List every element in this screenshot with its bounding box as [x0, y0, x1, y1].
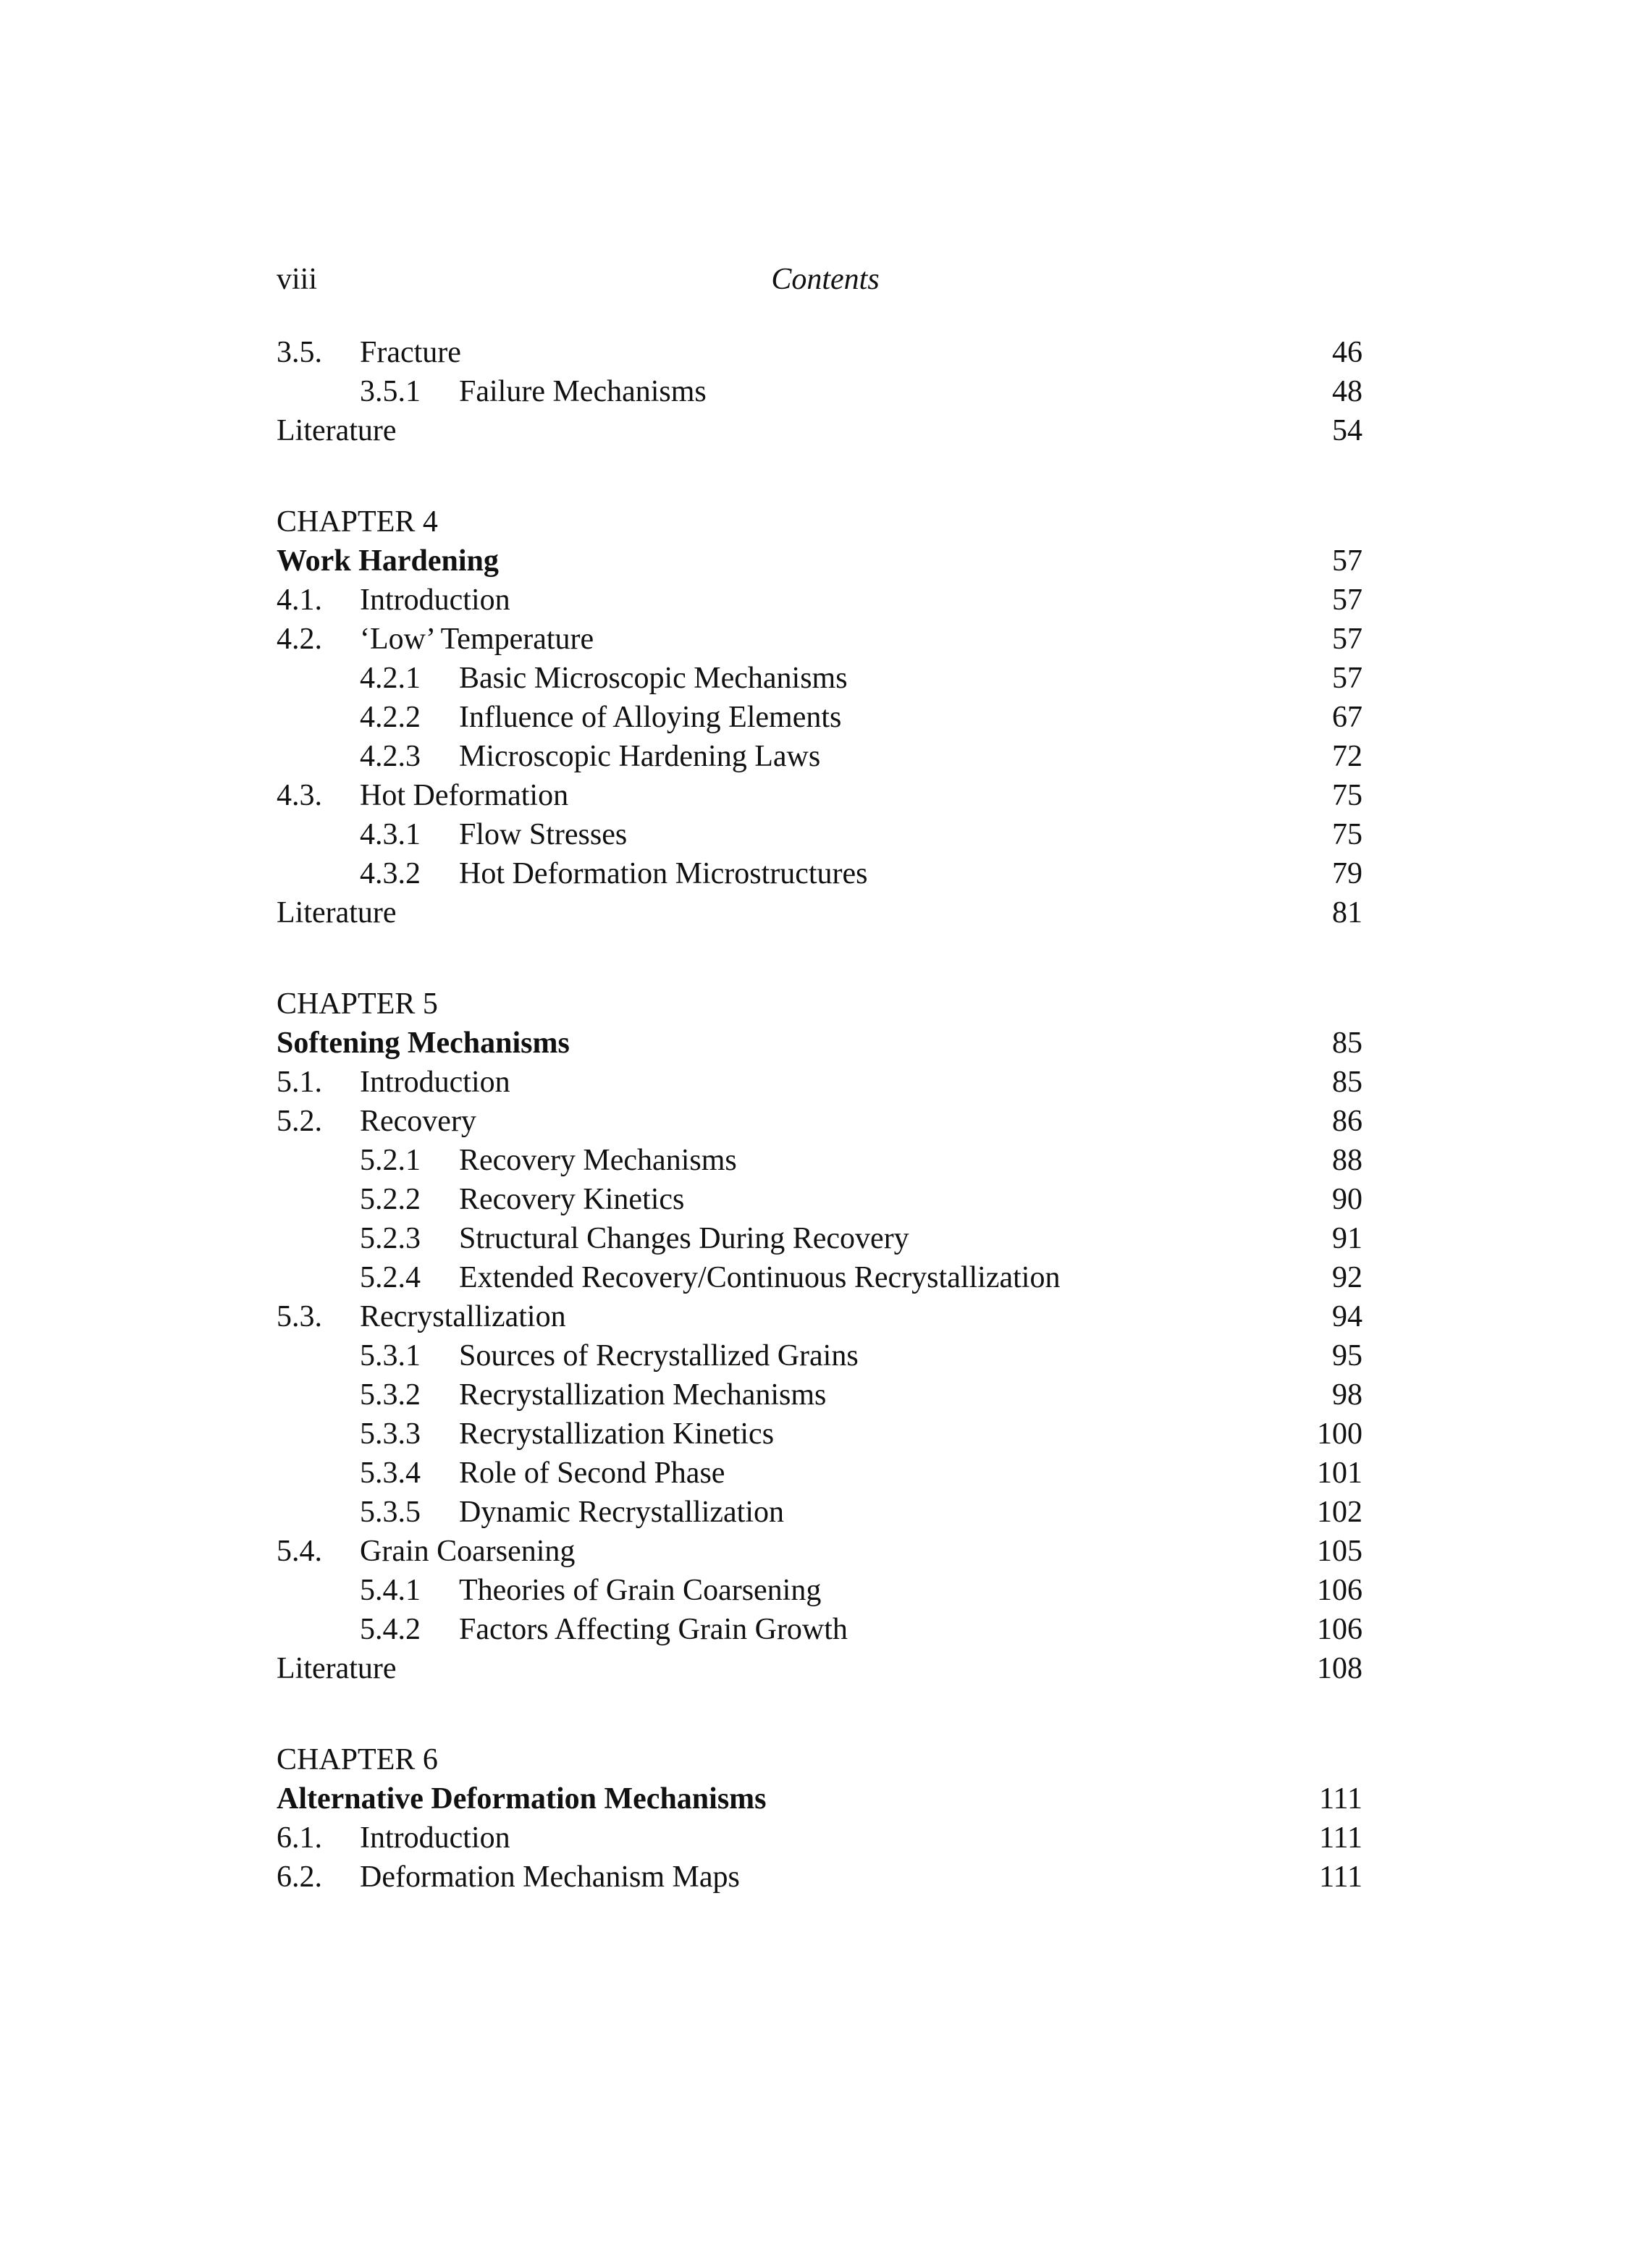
section-number: 3.5.1 — [360, 375, 421, 408]
running-title: Contents — [771, 263, 880, 296]
page-reference: 105 — [1317, 1535, 1362, 1568]
chapter-label — [277, 502, 1362, 541]
section-number: 5.4. — [277, 1535, 322, 1568]
toc-entry — [277, 620, 1362, 659]
page-reference: 108 — [1317, 1652, 1362, 1685]
section-number: 5.4.2 — [360, 1613, 421, 1646]
page-reference: 81 — [1332, 896, 1362, 929]
toc-entry — [277, 1454, 1362, 1493]
toc-entry — [277, 411, 1362, 450]
section-number: 5.4.1 — [360, 1574, 421, 1607]
toc-entry — [277, 372, 1362, 411]
page-reference: 111 — [1319, 1782, 1362, 1816]
page-reference: 111 — [1319, 1860, 1362, 1894]
entry-title: Softening Mechanisms — [277, 1026, 570, 1060]
chapter-title-row — [277, 1779, 1362, 1818]
toc-entry — [277, 1858, 1362, 1897]
page-reference: 46 — [1332, 336, 1362, 369]
entry-title: Sources of Recrystallized Grains — [459, 1339, 859, 1373]
toc-entry — [277, 1415, 1362, 1454]
entry-title: Fracture — [360, 336, 461, 369]
entry-title: Alternative Deformation Mechanisms — [277, 1782, 767, 1816]
section-number: 5.1. — [277, 1066, 322, 1099]
page-reference: 92 — [1332, 1261, 1362, 1294]
entry-title: Failure Mechanisms — [459, 375, 707, 408]
page-reference: 86 — [1332, 1105, 1362, 1138]
page-reference: 90 — [1332, 1183, 1362, 1216]
section-number: 6.2. — [277, 1860, 322, 1894]
chapter-label — [277, 1740, 1362, 1779]
entry-title: Work Hardening — [277, 544, 499, 578]
toc-entry — [277, 581, 1362, 620]
entry-title: Basic Microscopic Mechanisms — [459, 662, 848, 695]
entry-title: Introduction — [360, 1066, 510, 1099]
entry-title: Structural Changes During Recovery — [459, 1222, 909, 1255]
toc-entry — [277, 893, 1362, 932]
entry-title: Literature — [277, 1652, 397, 1685]
entry-title: Flow Stresses — [459, 818, 628, 851]
page-reference: 100 — [1317, 1417, 1362, 1451]
section-number: 4.3. — [277, 779, 322, 812]
page-reference: 98 — [1332, 1378, 1362, 1412]
section-gap — [277, 1688, 1362, 1740]
section-gap — [277, 450, 1362, 502]
page-reference: 101 — [1317, 1457, 1362, 1490]
page-reference: 57 — [1332, 583, 1362, 617]
section-number: 5.3.5 — [360, 1496, 421, 1529]
entry-title: Recrystallization Mechanisms — [459, 1378, 827, 1412]
entry-title: Grain Coarsening — [360, 1535, 576, 1568]
section-number: 5.3.4 — [360, 1457, 421, 1490]
entry-title: Literature — [277, 896, 397, 929]
section-number: 4.2. — [277, 623, 322, 656]
section-number: 4.3.2 — [360, 857, 421, 890]
entry-title: Influence of Alloying Elements — [459, 701, 842, 734]
toc-entry — [277, 1493, 1362, 1532]
page-reference: 106 — [1317, 1613, 1362, 1646]
section-number: 5.3.3 — [360, 1417, 421, 1451]
entry-title: Factors Affecting Grain Growth — [459, 1613, 848, 1646]
toc-entry — [277, 854, 1362, 893]
toc-entry — [277, 1375, 1362, 1415]
section-number: 5.2. — [277, 1105, 322, 1138]
toc-entry — [277, 1610, 1362, 1649]
page-reference: 85 — [1332, 1066, 1362, 1099]
chapter-title-row — [277, 1024, 1362, 1063]
section-number: 5.2.4 — [360, 1261, 421, 1294]
page-reference: 88 — [1332, 1144, 1362, 1177]
section-number: 5.3.2 — [360, 1378, 421, 1412]
page-reference: 85 — [1332, 1026, 1362, 1060]
entry-title: Literature — [277, 414, 397, 447]
page-reference: 95 — [1332, 1339, 1362, 1373]
page-reference: 91 — [1332, 1222, 1362, 1255]
toc-entry — [277, 815, 1362, 854]
section-number: 4.2.1 — [360, 662, 421, 695]
toc-entry — [277, 1336, 1362, 1375]
toc-entry — [277, 659, 1362, 698]
toc-entry — [277, 1063, 1362, 1102]
entry-title: Recrystallization Kinetics — [459, 1417, 775, 1451]
toc-entry — [277, 1180, 1362, 1219]
entry-title: Recovery — [360, 1105, 476, 1138]
page-reference: 102 — [1317, 1496, 1362, 1529]
toc-entry — [277, 1141, 1362, 1180]
toc-entry — [277, 1102, 1362, 1141]
table-of-contents — [277, 333, 1362, 1897]
entry-title: ‘Low’ Temperature — [360, 623, 594, 656]
section-number: 6.1. — [277, 1821, 322, 1855]
entry-title: Recrystallization — [360, 1300, 566, 1333]
page-reference: 106 — [1317, 1574, 1362, 1607]
page-reference: 79 — [1332, 857, 1362, 890]
toc-entry — [277, 1818, 1362, 1858]
entry-title: CHAPTER 4 — [277, 505, 438, 539]
entry-title: Introduction — [360, 583, 510, 617]
toc-entry — [277, 1297, 1362, 1336]
entry-title: Recovery Mechanisms — [459, 1144, 737, 1177]
page-reference: 57 — [1332, 662, 1362, 695]
section-number: 3.5. — [277, 336, 322, 369]
toc-entry — [277, 1219, 1362, 1258]
toc-entry — [277, 333, 1362, 372]
toc-entry — [277, 1649, 1362, 1688]
entry-title: Recovery Kinetics — [459, 1183, 685, 1216]
page-reference: 67 — [1332, 701, 1362, 734]
toc-entry — [277, 1571, 1362, 1610]
entry-title: Deformation Mechanism Maps — [360, 1860, 740, 1894]
page-reference: 111 — [1319, 1821, 1362, 1855]
section-number: 4.2.3 — [360, 740, 421, 773]
toc-entry — [277, 1258, 1362, 1297]
section-number: 4.2.2 — [360, 701, 421, 734]
page-number: viii — [277, 263, 318, 296]
entry-title: CHAPTER 6 — [277, 1743, 438, 1776]
section-number: 5.3. — [277, 1300, 322, 1333]
section-number: 5.2.1 — [360, 1144, 421, 1177]
page-reference: 57 — [1332, 623, 1362, 656]
page-reference: 75 — [1332, 818, 1362, 851]
section-number: 5.2.3 — [360, 1222, 421, 1255]
entry-title: Microscopic Hardening Laws — [459, 740, 821, 773]
page-reference: 54 — [1332, 414, 1362, 447]
entry-title: Theories of Grain Coarsening — [459, 1574, 822, 1607]
entry-title: Hot Deformation — [360, 779, 569, 812]
section-gap — [277, 932, 1362, 985]
entry-title: Hot Deformation Microstructures — [459, 857, 868, 890]
entry-title: Extended Recovery/Continuous Recrystallization — [459, 1261, 1061, 1294]
section-number: 4.3.1 — [360, 818, 421, 851]
page-reference: 48 — [1332, 375, 1362, 408]
toc-entry — [277, 737, 1362, 776]
chapter-title-row — [277, 541, 1362, 581]
entry-title: Dynamic Recrystallization — [459, 1496, 785, 1529]
toc-entry — [277, 1532, 1362, 1571]
entry-title: Introduction — [360, 1821, 510, 1855]
page-reference: 57 — [1332, 544, 1362, 578]
toc-entry — [277, 776, 1362, 815]
page-reference: 72 — [1332, 740, 1362, 773]
entry-title: Role of Second Phase — [459, 1457, 725, 1490]
entry-title: CHAPTER 5 — [277, 987, 438, 1021]
section-number: 4.1. — [277, 583, 322, 617]
toc-entry — [277, 698, 1362, 737]
page-reference: 75 — [1332, 779, 1362, 812]
section-number: 5.3.1 — [360, 1339, 421, 1373]
section-number: 5.2.2 — [360, 1183, 421, 1216]
page-reference: 94 — [1332, 1300, 1362, 1333]
chapter-label — [277, 985, 1362, 1024]
